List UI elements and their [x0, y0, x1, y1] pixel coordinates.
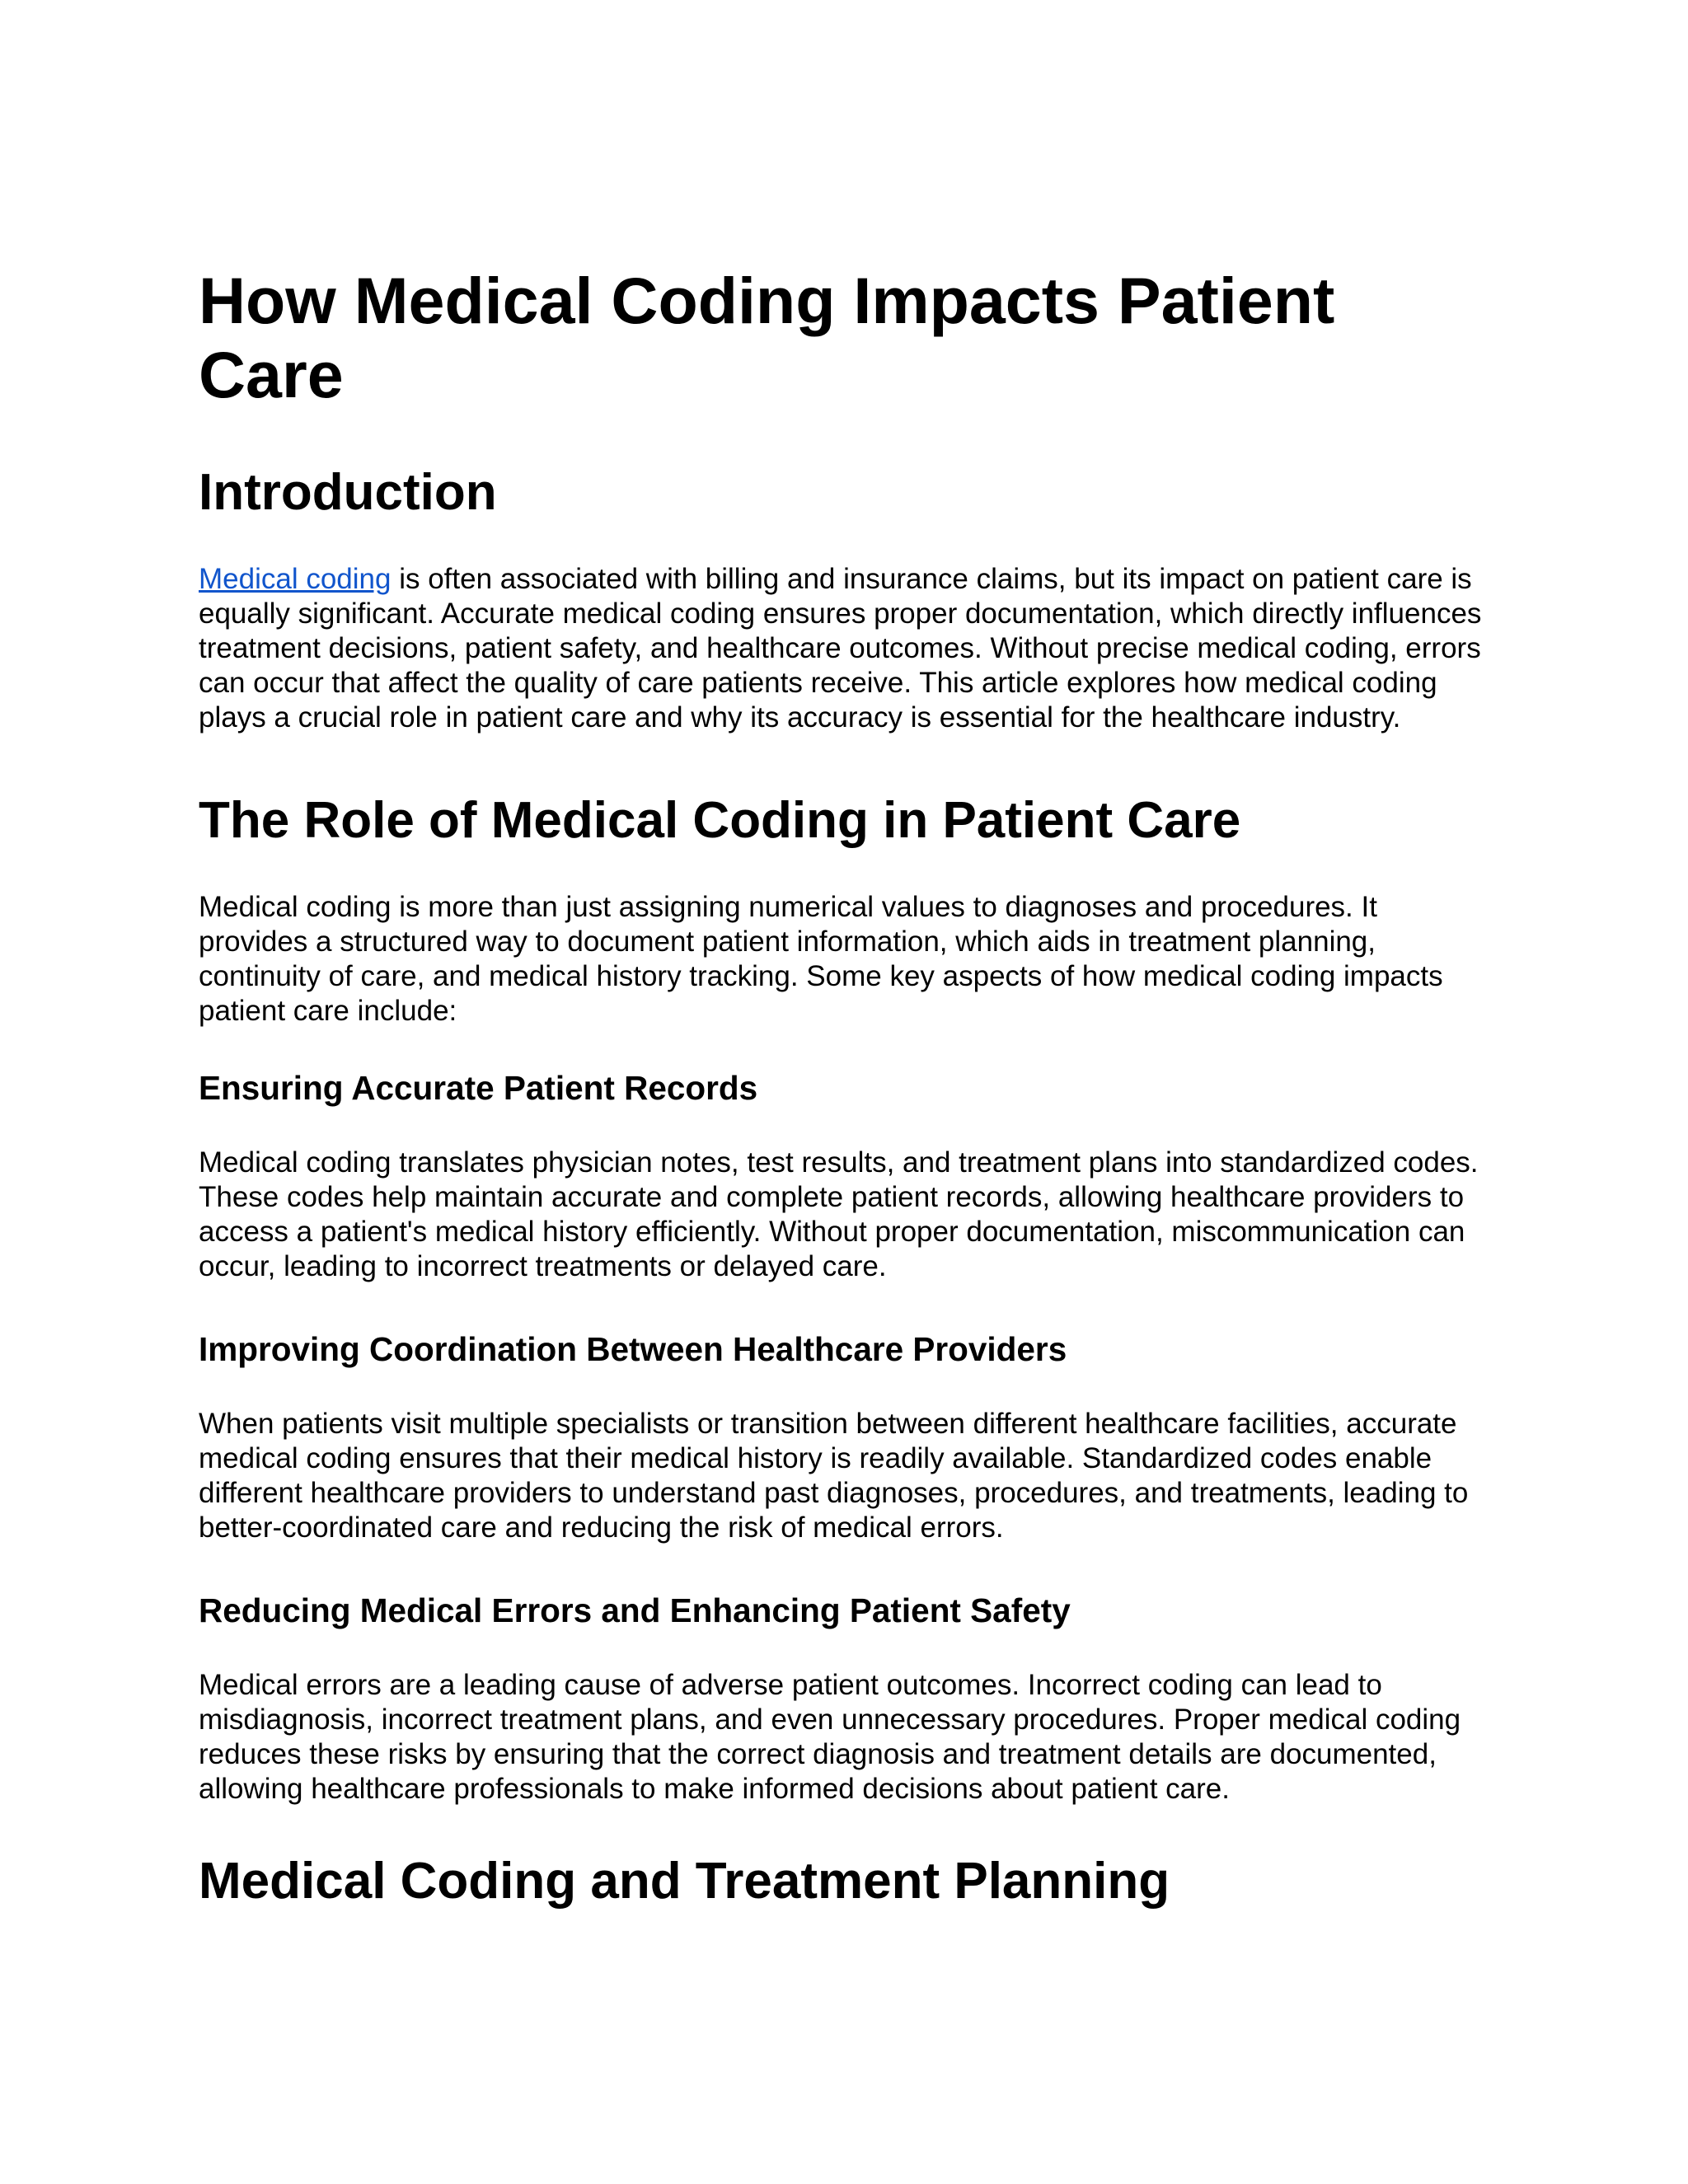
subsection-heading-coordination: Improving Coordination Between Healthcare Providers: [199, 1330, 1067, 1368]
intro-paragraph-text: is often associated with billing and insurance claims, but its impact on patient care is equally significant. Accurate medical coding ensures proper documentation, which directly influences treatment decisions, patient safety, and healthcare outcomes. Without precise medical coding, errors can occur that affect the quality of care patients receive. This article explores how medical coding plays a crucial role in patient care and why its accuracy is essential for the healthcare industry.: [199, 563, 1482, 733]
subsection-paragraph-safety: Medical errors are a leading cause of adverse patient outcomes. Incorrect coding can lead to misdiagnosis, incorrect treatment plans, and even unnecessary procedures. Proper medical coding reduces these risks by ensuring that the correct diagnosis and treatment details are documented, allowing healthcare professionals to make informed decisions about patient care.: [199, 1669, 1461, 1805]
role-heading: The Role of Medical Coding in Patient Care: [199, 792, 1241, 849]
intro-paragraph: [199, 562, 1493, 735]
subsection-heading-records: Ensuring Accurate Patient Records: [199, 1069, 758, 1107]
document-body: [199, 264, 1493, 1951]
role-paragraph: Medical coding is more than just assigning numerical values to diagnoses and procedures. It provides a structured way to document patient information, which aids in treatment planning, continuity of care, and medical history tracking. Some key aspects of how medical coding impacts patient care include:: [199, 891, 1443, 1027]
medical-coding-link[interactable]: Medical coding: [199, 563, 392, 595]
subsection-paragraph-coordination: When patients visit multiple specialists or transition between different healthcare facilities, accurate medical coding ensures that their medical history is readily available. Standardized codes enable different healthcare providers to understand past diagnoses, procedures, and treatments, leading to better-coordinated care and reducing the risk of medical errors.: [199, 1408, 1469, 1544]
treatment-planning-heading: Medical Coding and Treatment Planning: [199, 1853, 1170, 1910]
document-title: How Medical Coding Impacts Patient Care: [199, 264, 1335, 411]
intro-heading: Introduction: [199, 464, 497, 521]
subsection-paragraph-records: Medical coding translates physician notes, test results, and treatment plans into standardized codes. These codes help maintain accurate and complete patient records, allowing healthcare providers to access a patient's medical history efficiently. Without proper documentation, miscommunication can occur, leading to incorrect treatments or delayed care.: [199, 1146, 1479, 1282]
subsection-heading-safety: Reducing Medical Errors and Enhancing Patient Safety: [199, 1591, 1071, 1629]
